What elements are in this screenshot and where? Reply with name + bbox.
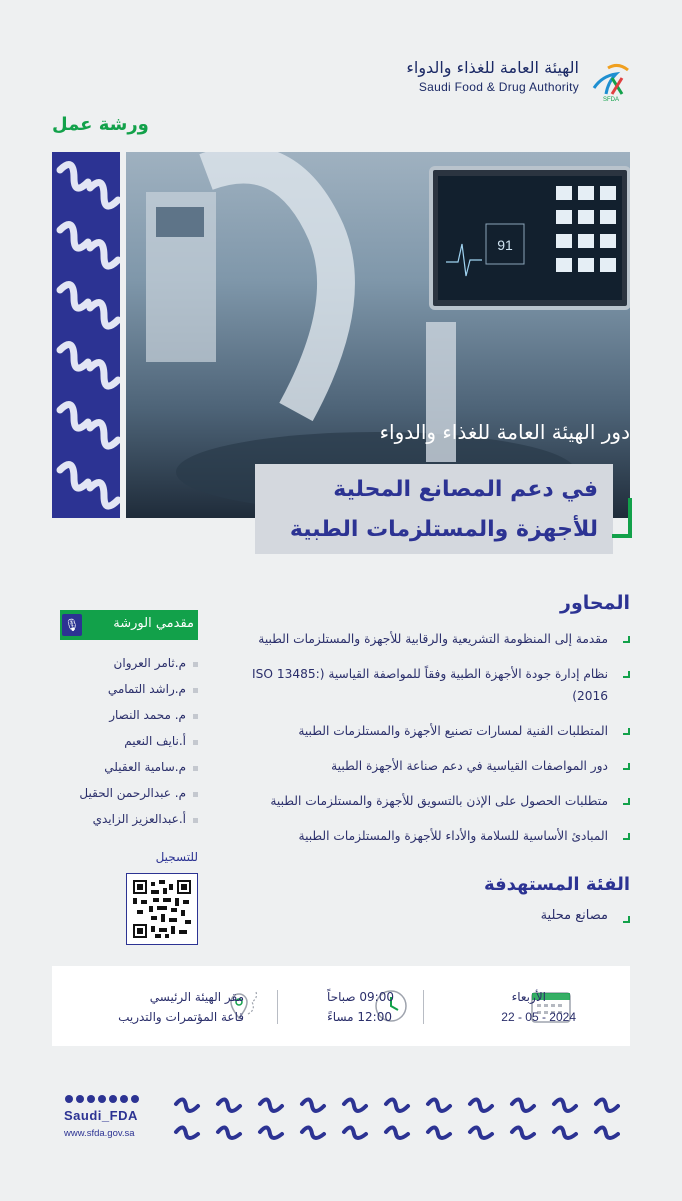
list-item: دور المواصفات القياسية في دعم صناعة الأجهزة الطبية (250, 755, 630, 777)
event-day: الأربعاء (511, 990, 546, 1004)
presenter-name: م. محمد النصار (60, 702, 198, 728)
target-audience-title: الفئة المستهدفة (483, 874, 630, 895)
bullet-icon (623, 916, 630, 923)
hero-subtitle: دور الهيئة العامة للغذاء والدواء (379, 420, 630, 444)
org-name-ar: الهيئة العامة للغذاء والدواء (406, 58, 579, 77)
presenter-name: أ.نايف النعيم (60, 728, 198, 754)
bullet-icon (623, 728, 630, 735)
presenter-name: م.راشد التمامي (60, 676, 198, 702)
logo-mark-text: SFDA (602, 97, 620, 102)
bullet-icon (623, 763, 630, 770)
monitor-value: 91 (497, 237, 513, 253)
axes-title: المحاور (560, 592, 630, 614)
list-item: متطلبات الحصول على الإذن بالتسويق للأجهزة والمستلزمات الطبية (250, 790, 630, 812)
social-media-icons (64, 1094, 142, 1104)
bullet-icon (623, 833, 630, 840)
register-label: للتسجيل (155, 850, 198, 864)
list-item: مقدمة إلى المنظومة التشريعية والرقابية للأجهزة والمستلزمات الطبية (250, 628, 630, 650)
org-name-en: Saudi Food & Drug Authority (418, 80, 579, 94)
sfda-logo-icon (588, 58, 634, 102)
bullet-icon (623, 671, 630, 678)
wave-pattern-icon (52, 152, 120, 518)
corner-bracket-decoration (612, 498, 632, 538)
axes-list (250, 628, 630, 860)
presenter-name: م. عبدالرحمن الحقيل (60, 780, 198, 806)
presenter-name: م.سامية العقيلي (60, 754, 198, 780)
event-date: 22 - 05 - 2024 (501, 1010, 576, 1024)
divider (423, 990, 424, 1024)
event-type-label: ورشة عمل (52, 114, 149, 135)
list-item: المبادئ الأساسية للسلامة والأداء للأجهزة والمستلزمات الطبية (250, 825, 630, 847)
end-time: 12:00 مساءً (327, 1010, 392, 1024)
divider (277, 990, 278, 1024)
wave-pattern-icon (172, 1092, 620, 1142)
presenter-name: أ.عبدالعزيز الزايدي (60, 806, 198, 832)
hero-title: في دعم المصانع المحلية للأجهزة والمستلزمات الطبية (289, 477, 598, 542)
start-time: 09:00 صباحاً (327, 990, 394, 1004)
location-hall: قاعة المؤتمرات والتدريب (118, 1010, 244, 1024)
presenters-title: مقدمي الورشة (113, 616, 194, 631)
target-audience-item: مصانع محلية (541, 908, 630, 923)
qr-code-icon (133, 880, 191, 938)
bullet-icon (623, 636, 630, 643)
registration-qr-code[interactable] (126, 873, 198, 945)
microphone-icon: 🎙 (62, 614, 82, 636)
location-building: مقر الهيئة الرئيسي (149, 990, 244, 1004)
presenter-name: م.ثامر العروان (60, 650, 198, 676)
list-item: المتطلبات الفنية لمسارات تصنيع الأجهزة والمستلزمات الطبية (250, 720, 630, 742)
bullet-icon (623, 798, 630, 805)
presenters-list (60, 650, 198, 832)
website-link[interactable]: www.sfda.gov.sa (64, 1128, 135, 1139)
decorative-pattern-strip (52, 152, 120, 518)
social-handle: Saudi_FDA (64, 1108, 138, 1123)
list-item: نظام إدارة جودة الأجهزة الطبية وفقاً للمواصفة القياسية (ISO 13485: 2016) (250, 663, 630, 707)
